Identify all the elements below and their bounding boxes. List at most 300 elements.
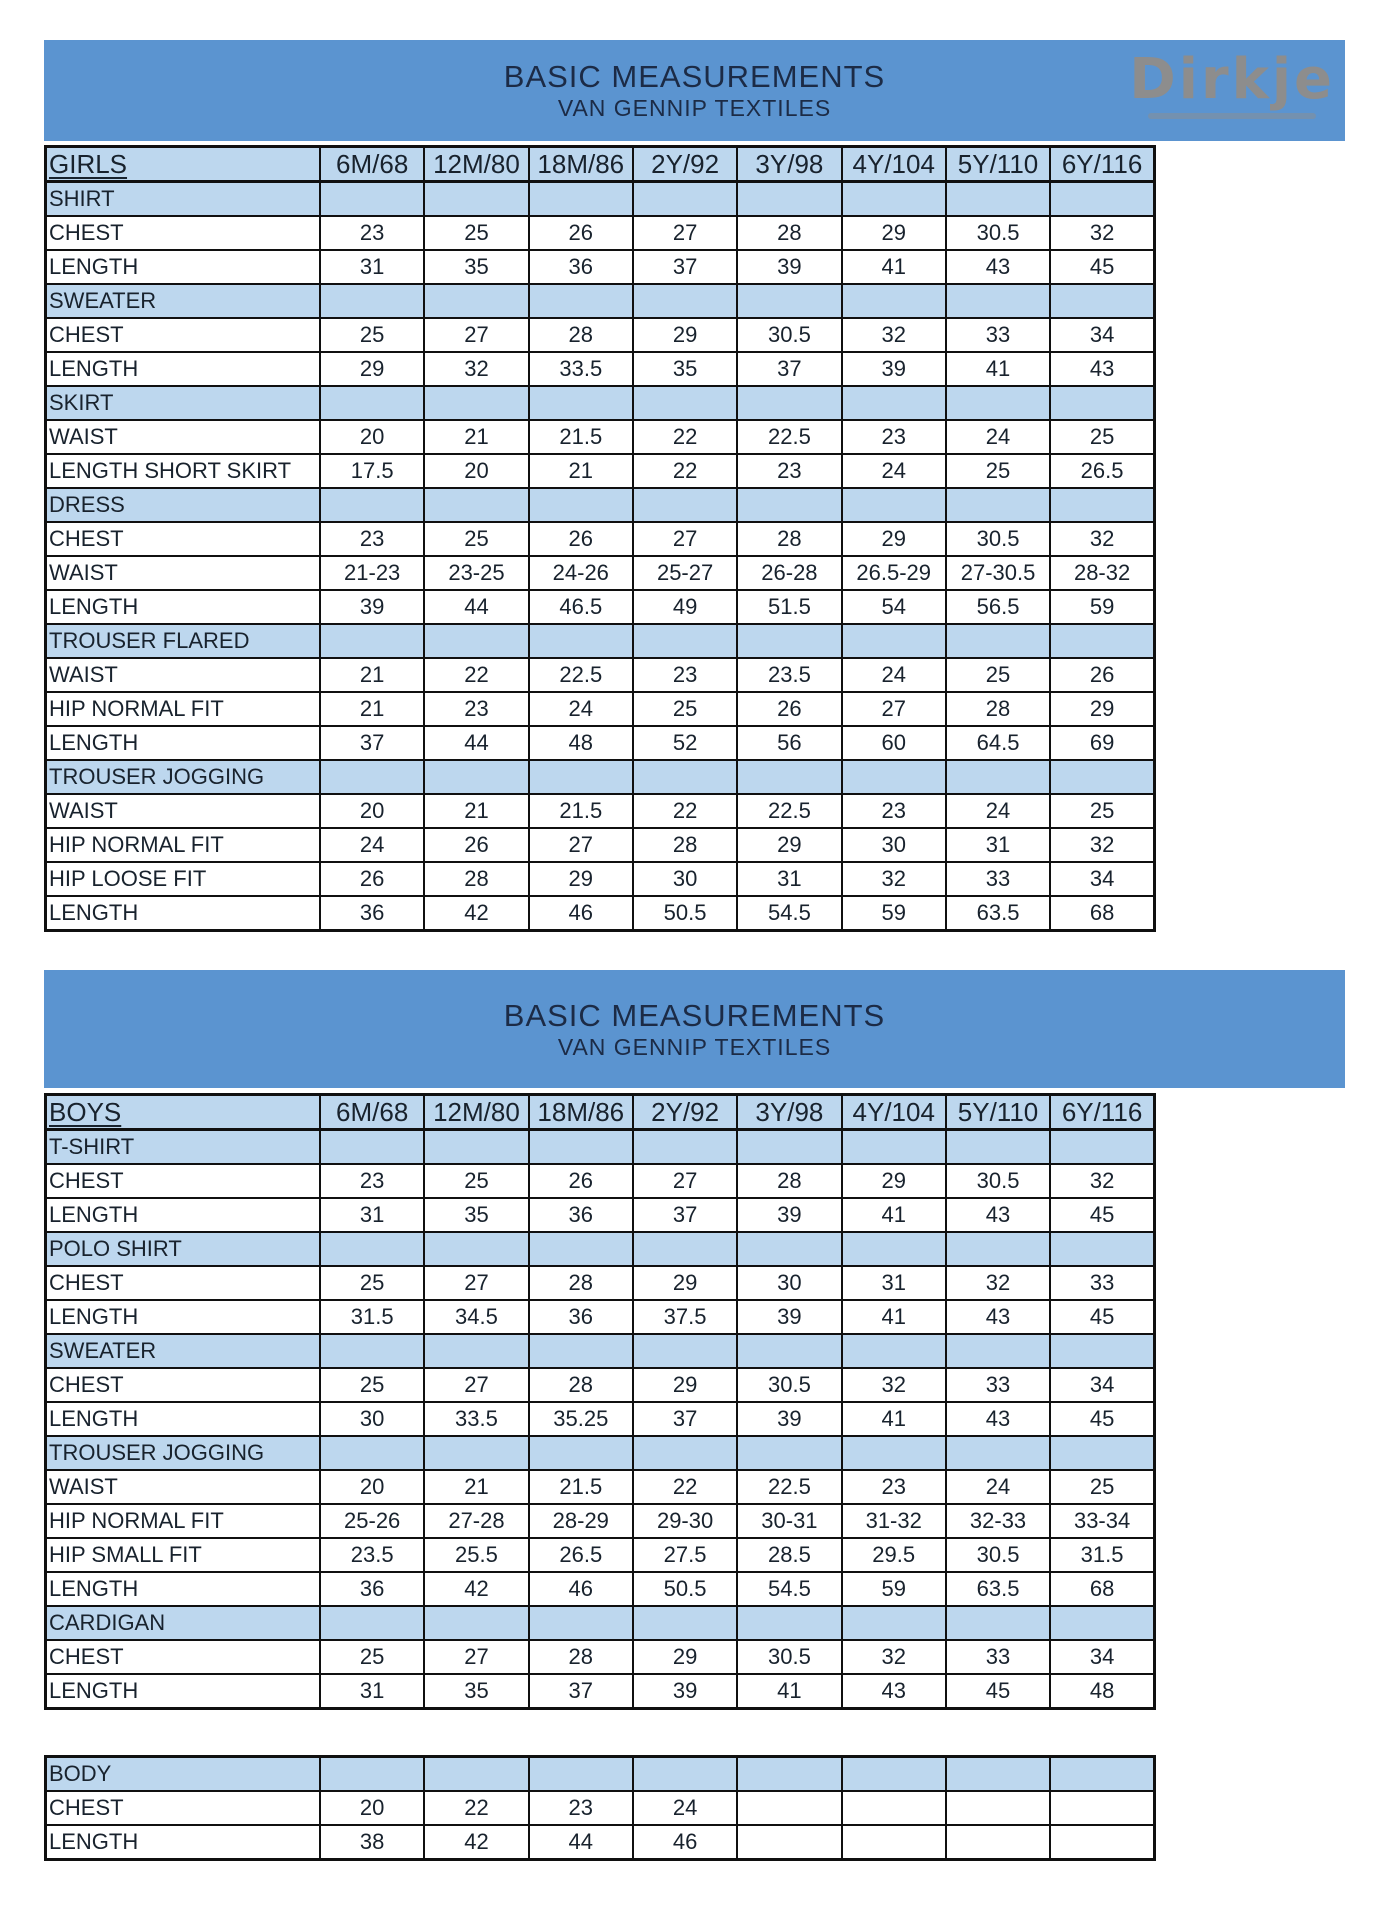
size-column-header: 6M/68: [320, 147, 424, 182]
measurement-label: HIP LOOSE FIT: [46, 862, 321, 896]
measurement-value: 27: [633, 522, 737, 556]
measurement-value: 21.5: [529, 794, 633, 828]
measurement-row: [46, 726, 1155, 760]
measurement-value: 26-28: [737, 556, 841, 590]
section-empty-cell: [842, 488, 946, 522]
section-empty-cell: [633, 624, 737, 658]
measurement-value: 20: [320, 1791, 424, 1825]
measurement-value: 34: [1050, 318, 1154, 352]
measurement-value: 33.5: [424, 1402, 528, 1436]
measurement-value: 25: [633, 692, 737, 726]
measurement-row: [46, 1538, 1155, 1572]
measurement-value: 31.5: [320, 1300, 424, 1334]
measurement-value: 45: [1050, 250, 1154, 284]
measurement-label: LENGTH: [46, 590, 321, 624]
measurement-row: [46, 556, 1155, 590]
measurement-value: 23: [424, 692, 528, 726]
measurement-value: 43: [946, 1198, 1050, 1232]
measurement-value: 26: [1050, 658, 1154, 692]
measurement-value: 49: [633, 590, 737, 624]
section-empty-cell: [946, 1436, 1050, 1470]
measurement-value: 24: [946, 1470, 1050, 1504]
measurement-value: 39: [737, 1198, 841, 1232]
measurement-value: 50.5: [633, 1572, 737, 1606]
measurement-row: [46, 896, 1155, 931]
size-column-header: 2Y/92: [633, 147, 737, 182]
section-empty-cell: [946, 386, 1050, 420]
measurement-value: 32: [1050, 216, 1154, 250]
section-empty-cell: [529, 386, 633, 420]
measurement-value: 23: [320, 522, 424, 556]
section-empty-cell: [633, 1232, 737, 1266]
measurement-value: 30.5: [737, 318, 841, 352]
section-header-row: [46, 760, 1155, 794]
measurement-value: 27: [424, 1368, 528, 1402]
measurement-value: 28: [633, 828, 737, 862]
measurement-value: 21: [424, 420, 528, 454]
measurement-label: CHEST: [46, 1791, 321, 1825]
section-empty-cell: [633, 1757, 737, 1792]
measurement-row: [46, 318, 1155, 352]
measurement-value: 54: [842, 590, 946, 624]
section-header-row: [46, 488, 1155, 522]
measurement-value: 21: [529, 454, 633, 488]
measurement-value: 43: [842, 1674, 946, 1709]
measurement-value: 39: [737, 1402, 841, 1436]
measurement-row: [46, 862, 1155, 896]
measurement-row: [46, 1825, 1155, 1860]
measurement-value: 69: [1050, 726, 1154, 760]
section-empty-cell: [529, 1606, 633, 1640]
measurement-value: 59: [842, 896, 946, 931]
measurement-value: 34.5: [424, 1300, 528, 1334]
measurement-value: 32: [1050, 522, 1154, 556]
measurement-value: 35: [424, 250, 528, 284]
measurement-value: 63.5: [946, 1572, 1050, 1606]
measurement-value: 28: [424, 862, 528, 896]
measurement-value: 37: [633, 1402, 737, 1436]
measurement-value: 22: [633, 1470, 737, 1504]
measurement-value: 26: [737, 692, 841, 726]
section-empty-cell: [1050, 386, 1154, 420]
measurement-value: [842, 1825, 946, 1860]
section-header-row: [46, 1130, 1155, 1165]
size-column-header: 18M/86: [529, 147, 633, 182]
section-label: TROUSER JOGGING: [46, 760, 321, 794]
measurement-value: 25: [424, 216, 528, 250]
measurement-label: LENGTH: [46, 1198, 321, 1232]
measurement-value: 41: [946, 352, 1050, 386]
measurement-value: 27-30.5: [946, 556, 1050, 590]
measurement-value: 46.5: [529, 590, 633, 624]
measurement-value: 37.5: [633, 1300, 737, 1334]
girls-title-band: [44, 40, 1345, 141]
section-empty-cell: [424, 488, 528, 522]
measurement-value: 23: [320, 1164, 424, 1198]
section-empty-cell: [633, 284, 737, 318]
measurement-value: 21-23: [320, 556, 424, 590]
measurement-value: 29: [633, 1640, 737, 1674]
section-empty-cell: [737, 1130, 841, 1165]
measurement-value: 27: [424, 1640, 528, 1674]
measurement-value: 25-26: [320, 1504, 424, 1538]
measurement-value: 39: [633, 1674, 737, 1709]
measurement-row: [46, 828, 1155, 862]
measurement-value: 38: [320, 1825, 424, 1860]
section-label: SHIRT: [46, 182, 321, 217]
section-empty-cell: [320, 488, 424, 522]
measurement-value: 26: [529, 216, 633, 250]
measurement-value: 31: [842, 1266, 946, 1300]
measurement-value: 39: [737, 1300, 841, 1334]
measurement-row: [46, 522, 1155, 556]
section-empty-cell: [1050, 1606, 1154, 1640]
measurement-value: 54.5: [737, 896, 841, 931]
girls-size-table: [44, 145, 1156, 932]
measurement-value: [842, 1791, 946, 1825]
measurement-value: 28: [529, 1640, 633, 1674]
measurement-value: 25: [1050, 420, 1154, 454]
measurement-label: LENGTH: [46, 250, 321, 284]
measurement-value: 26: [320, 862, 424, 896]
section-empty-cell: [842, 760, 946, 794]
section-empty-cell: [737, 488, 841, 522]
measurement-value: 25.5: [424, 1538, 528, 1572]
girls-title-group: [504, 59, 885, 121]
section-empty-cell: [946, 488, 1050, 522]
measurement-value: 25: [320, 1368, 424, 1402]
measurement-value: 52: [633, 726, 737, 760]
measurement-value: 37: [529, 1674, 633, 1709]
measurement-value: 24: [842, 658, 946, 692]
measurement-value: 20: [320, 794, 424, 828]
page-subtitle-boys: VAN GENNIP TEXTILES: [557, 1033, 832, 1060]
measurement-value: 28: [946, 692, 1050, 726]
section-empty-cell: [633, 1334, 737, 1368]
measurement-value: 36: [529, 250, 633, 284]
section-empty-cell: [842, 182, 946, 217]
measurement-value: 30-31: [737, 1504, 841, 1538]
measurement-value: 26: [424, 828, 528, 862]
section-empty-cell: [1050, 1130, 1154, 1165]
section-empty-cell: [529, 1436, 633, 1470]
section-empty-cell: [737, 386, 841, 420]
measurement-value: 22: [633, 420, 737, 454]
measurement-value: 25: [424, 522, 528, 556]
measurement-label: WAIST: [46, 794, 321, 828]
measurement-value: 37: [320, 726, 424, 760]
size-column-header: 3Y/98: [737, 147, 841, 182]
measurement-value: [737, 1825, 841, 1860]
measurement-value: 34: [1050, 862, 1154, 896]
measurement-value: 23: [842, 420, 946, 454]
measurement-value: 23-25: [424, 556, 528, 590]
section-empty-cell: [320, 624, 424, 658]
measurement-value: 17.5: [320, 454, 424, 488]
measurement-row: [46, 1164, 1155, 1198]
measurement-value: 28: [529, 1266, 633, 1300]
section-empty-cell: [320, 1232, 424, 1266]
section-empty-cell: [737, 1606, 841, 1640]
measurement-value: 36: [529, 1300, 633, 1334]
measurement-value: 23: [737, 454, 841, 488]
section-empty-cell: [633, 1606, 737, 1640]
measurement-row: [46, 1572, 1155, 1606]
measurement-value: 23: [842, 1470, 946, 1504]
section-label: TROUSER JOGGING: [46, 1436, 321, 1470]
section-empty-cell: [320, 1130, 424, 1165]
section-empty-cell: [842, 386, 946, 420]
measurement-value: 23.5: [320, 1538, 424, 1572]
measurement-value: [946, 1825, 1050, 1860]
measurement-value: 30: [320, 1402, 424, 1436]
measurement-value: 28-32: [1050, 556, 1154, 590]
measurement-label: CHEST: [46, 522, 321, 556]
section-empty-cell: [424, 284, 528, 318]
section-empty-cell: [737, 760, 841, 794]
measurement-value: 25: [320, 1640, 424, 1674]
measurement-value: 28: [737, 522, 841, 556]
measurement-row: [46, 692, 1155, 726]
measurement-value: 33: [946, 862, 1050, 896]
size-column-header: 18M/86: [529, 1095, 633, 1130]
section-label: DRESS: [46, 488, 321, 522]
measurement-value: 44: [529, 1825, 633, 1860]
measurement-value: 27: [424, 1266, 528, 1300]
measurement-value: 32: [1050, 828, 1154, 862]
section-empty-cell: [529, 760, 633, 794]
measurement-label: HIP NORMAL FIT: [46, 1504, 321, 1538]
section-empty-cell: [529, 1757, 633, 1792]
measurement-value: 25: [1050, 1470, 1154, 1504]
measurement-row: [46, 1470, 1155, 1504]
measurement-value: 30.5: [737, 1368, 841, 1402]
dirkje-logo-tagline: [1148, 113, 1316, 119]
measurement-value: 22.5: [737, 794, 841, 828]
measurement-value: 32: [946, 1266, 1050, 1300]
measurement-value: 20: [424, 454, 528, 488]
boys-title-group: [504, 998, 885, 1060]
section-empty-cell: [424, 760, 528, 794]
section-empty-cell: [842, 1334, 946, 1368]
measurement-row: [46, 1198, 1155, 1232]
measurement-value: [737, 1791, 841, 1825]
measurement-value: 29: [737, 828, 841, 862]
section-empty-cell: [1050, 1232, 1154, 1266]
measurement-value: 45: [1050, 1402, 1154, 1436]
measurement-value: 25: [946, 454, 1050, 488]
measurement-row: [46, 216, 1155, 250]
section-empty-cell: [633, 1130, 737, 1165]
section-empty-cell: [424, 1436, 528, 1470]
size-column-header: 5Y/110: [946, 147, 1050, 182]
measurement-value: 27.5: [633, 1538, 737, 1572]
section-header-row: [46, 182, 1155, 217]
measurement-value: 26: [529, 522, 633, 556]
section-empty-cell: [424, 1232, 528, 1266]
measurement-value: 44: [424, 726, 528, 760]
section-label: BODY: [46, 1757, 321, 1792]
measurement-value: 43: [946, 1300, 1050, 1334]
page-title-girls: BASIC MEASUREMENTS: [503, 59, 886, 95]
section-empty-cell: [737, 1232, 841, 1266]
measurement-label: CHEST: [46, 1368, 321, 1402]
section-empty-cell: [737, 624, 841, 658]
measurement-value: 29: [1050, 692, 1154, 726]
measurement-value: 29: [842, 216, 946, 250]
measurement-value: 28: [737, 1164, 841, 1198]
section-empty-cell: [842, 1130, 946, 1165]
section-header-row: [46, 284, 1155, 318]
section-empty-cell: [1050, 1757, 1154, 1792]
measurement-value: 29-30: [633, 1504, 737, 1538]
measurement-value: 22: [424, 1791, 528, 1825]
section-empty-cell: [737, 182, 841, 217]
measurement-value: 45: [1050, 1300, 1154, 1334]
section-header-row: [46, 386, 1155, 420]
section-empty-cell: [320, 1334, 424, 1368]
size-column-header: 4Y/104: [842, 147, 946, 182]
measurement-value: 21: [424, 1470, 528, 1504]
measurement-value: 41: [842, 1300, 946, 1334]
section-empty-cell: [946, 182, 1050, 217]
measurement-value: 44: [424, 590, 528, 624]
section-empty-cell: [320, 284, 424, 318]
measurement-label: WAIST: [46, 420, 321, 454]
boys-title-band: [44, 970, 1345, 1088]
measurement-value: 25-27: [633, 556, 737, 590]
measurement-value: 29: [633, 1368, 737, 1402]
measurement-value: 28: [529, 318, 633, 352]
section-empty-cell: [320, 386, 424, 420]
measurement-label: LENGTH: [46, 726, 321, 760]
measurement-value: 30.5: [946, 1164, 1050, 1198]
section-label: T-SHIRT: [46, 1130, 321, 1165]
dirkje-logo: [1129, 47, 1335, 119]
measurement-value: [946, 1791, 1050, 1825]
measurement-value: 31: [946, 828, 1050, 862]
measurement-value: 23: [842, 794, 946, 828]
measurement-value: 22: [633, 794, 737, 828]
measurement-value: 23.5: [737, 658, 841, 692]
measurement-label: LENGTH: [46, 1674, 321, 1709]
measurement-value: 29: [633, 1266, 737, 1300]
section-empty-cell: [1050, 1436, 1154, 1470]
size-column-header: 12M/80: [424, 1095, 528, 1130]
measurement-label: HIP NORMAL FIT: [46, 828, 321, 862]
measurement-value: 30.5: [946, 522, 1050, 556]
section-empty-cell: [424, 1334, 528, 1368]
section-empty-cell: [737, 1436, 841, 1470]
measurement-row: [46, 1368, 1155, 1402]
measurement-value: 34: [1050, 1640, 1154, 1674]
section-empty-cell: [529, 1334, 633, 1368]
measurement-label: LENGTH SHORT SKIRT: [46, 454, 321, 488]
measurement-value: 33: [946, 1640, 1050, 1674]
measurement-value: 31: [737, 862, 841, 896]
size-column-header: 6Y/116: [1050, 1095, 1154, 1130]
measurement-value: 29: [320, 352, 424, 386]
size-column-header: 3Y/98: [737, 1095, 841, 1130]
section-empty-cell: [424, 1606, 528, 1640]
measurement-value: 20: [320, 1470, 424, 1504]
measurement-row: [46, 1504, 1155, 1538]
measurement-value: 27: [633, 216, 737, 250]
measurement-value: 31: [320, 250, 424, 284]
dirkje-logo-text: Dirkje: [1129, 47, 1335, 112]
measurement-label: HIP NORMAL FIT: [46, 692, 321, 726]
measurement-value: 35: [424, 1674, 528, 1709]
measurement-value: 46: [529, 896, 633, 931]
measurement-value: 32: [842, 318, 946, 352]
measurement-value: 30.5: [946, 1538, 1050, 1572]
measurement-value: 24: [946, 794, 1050, 828]
measurement-value: 35: [424, 1198, 528, 1232]
measurement-label: LENGTH: [46, 1402, 321, 1436]
section-header-row: [46, 1436, 1155, 1470]
section-empty-cell: [1050, 284, 1154, 318]
size-column-header: 12M/80: [424, 147, 528, 182]
measurement-value: 29: [633, 318, 737, 352]
measurement-value: 28.5: [737, 1538, 841, 1572]
measurement-value: 33: [946, 318, 1050, 352]
measurement-value: 37: [633, 1198, 737, 1232]
measurement-row: [46, 658, 1155, 692]
table-name-cell: [46, 1095, 321, 1130]
measurement-value: 43: [1050, 352, 1154, 386]
measurement-value: 42: [424, 1825, 528, 1860]
measurement-value: 29.5: [842, 1538, 946, 1572]
measurement-value: 30: [737, 1266, 841, 1300]
measurement-value: 24: [946, 420, 1050, 454]
section-empty-cell: [529, 182, 633, 217]
section-empty-cell: [1050, 182, 1154, 217]
section-empty-cell: [946, 1606, 1050, 1640]
measurement-value: 39: [737, 250, 841, 284]
measurement-label: WAIST: [46, 1470, 321, 1504]
measurement-value: 31: [320, 1674, 424, 1709]
measurement-value: 25: [320, 318, 424, 352]
section-empty-cell: [424, 182, 528, 217]
size-header-row: [46, 147, 1155, 182]
measurement-value: 21.5: [529, 420, 633, 454]
measurement-value: 26.5-29: [842, 556, 946, 590]
measurement-value: 22.5: [529, 658, 633, 692]
measurement-value: 42: [424, 1572, 528, 1606]
measurement-label: LENGTH: [46, 1300, 321, 1334]
section-empty-cell: [529, 624, 633, 658]
measurement-label: CHEST: [46, 216, 321, 250]
size-column-header: 5Y/110: [946, 1095, 1050, 1130]
measurement-value: 48: [1050, 1674, 1154, 1709]
section-empty-cell: [424, 624, 528, 658]
measurement-value: 32: [842, 1640, 946, 1674]
measurement-row: [46, 420, 1155, 454]
section-empty-cell: [946, 284, 1050, 318]
measurement-value: 59: [1050, 590, 1154, 624]
measurement-value: 24-26: [529, 556, 633, 590]
measurement-label: LENGTH: [46, 1825, 321, 1860]
measurement-value: 29: [529, 862, 633, 896]
measurement-value: 45: [1050, 1198, 1154, 1232]
measurement-value: 32: [842, 1368, 946, 1402]
measurement-value: 28: [737, 216, 841, 250]
section-empty-cell: [842, 624, 946, 658]
section-label: SWEATER: [46, 284, 321, 318]
measurement-row: [46, 1791, 1155, 1825]
measurement-value: 22: [424, 658, 528, 692]
measurement-row: [46, 1640, 1155, 1674]
